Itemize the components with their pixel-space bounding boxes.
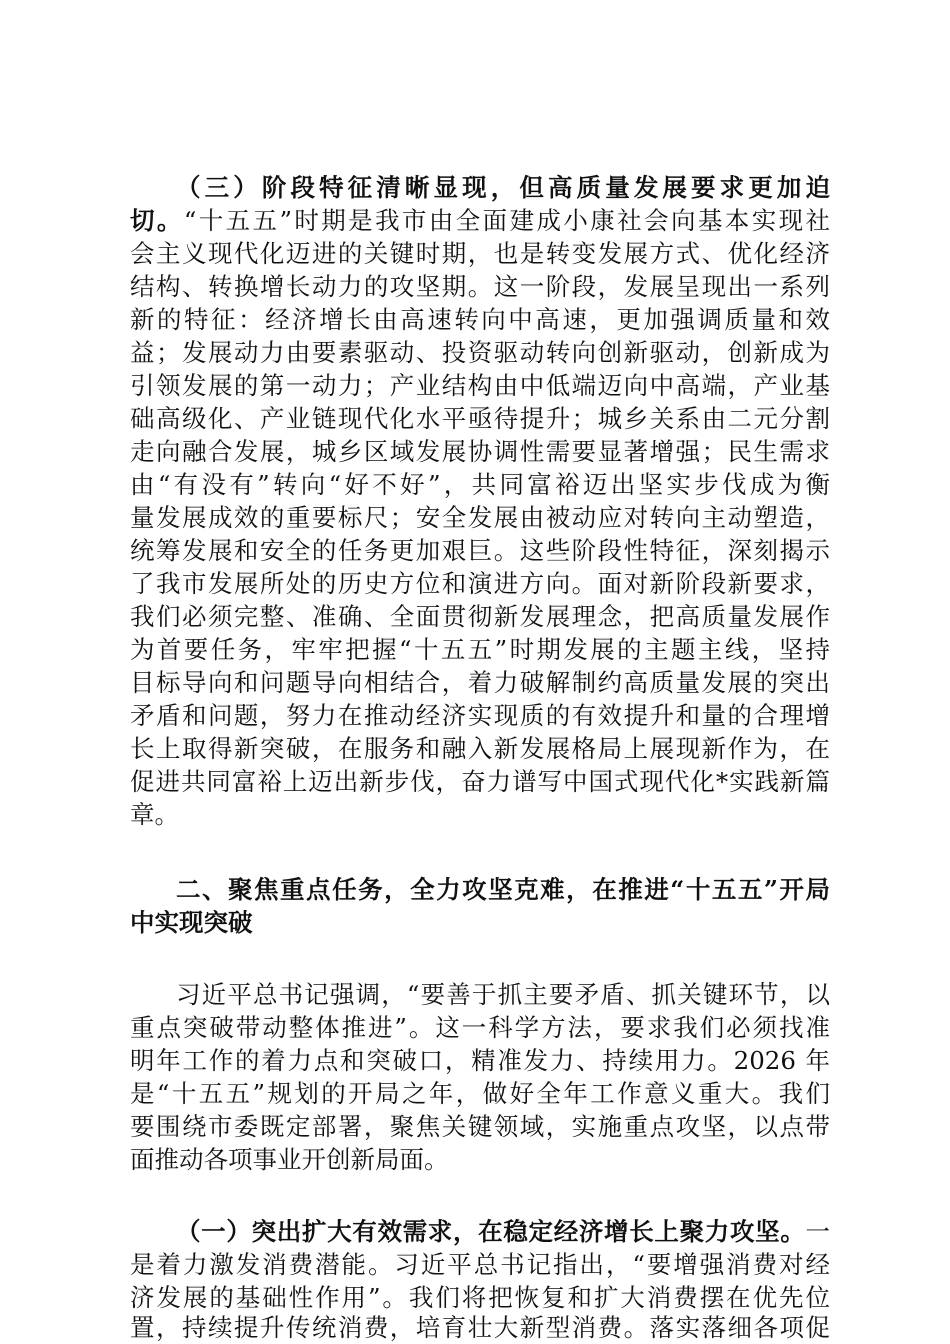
paragraph-text: 一: [805, 1217, 830, 1246]
paragraph-line: 益；发展动力由要素驱动、投资驱动转向创新驱动，创新成为: [130, 338, 830, 367]
paragraph-line: 是“十五五”规划的开局之年，做好全年工作意义重大。我们: [130, 1079, 830, 1108]
paragraph-line: 统筹发展和安全的任务更加艰巨。这些阶段性特征，深刻揭示: [130, 536, 830, 565]
paragraph-line: 了我市发展所处的历史方位和演进方向。面对新阶段新要求，: [130, 569, 830, 598]
paragraph-line: 量发展成效的重要标尺；安全发展由被动应对转向主动塑造，: [130, 503, 830, 532]
paragraph-line: 目标导向和问题导向相结合，着力破解制约高质量发展的突出: [130, 668, 830, 697]
paragraph-line: 为首要任务，牢牢把握“十五五”时期发展的主题主线，坚持: [130, 635, 830, 664]
paragraph-line: 由“有没有”转向“好不好”，共同富裕迈出坚实步伐成为衡: [130, 470, 830, 499]
paragraph-line: 置，持续提升传统消费，培育壮大新型消费。落实落细各项促: [130, 1313, 830, 1342]
paragraph-line: 础高级化、产业链现代化水平亟待提升；城乡关系由二元分割: [130, 404, 830, 433]
paragraph-line: 矛盾和问题，努力在推动经济实现质的有效提升和量的合理增: [130, 701, 830, 730]
paragraph-line: 面推动各项事业开创新局面。: [130, 1145, 449, 1174]
paragraph-line: 章。: [130, 800, 179, 829]
paragraph-line: 长上取得新突破，在服务和融入新发展格局上展现新作为，在: [130, 734, 830, 763]
paragraph-line: 我们必须完整、准确、全面贯彻新发展理念，把高质量发展作: [130, 602, 830, 631]
paragraph-line: 济发展的基础性作用”。我们将把恢复和扩大消费摆在优先位: [130, 1283, 830, 1312]
section-heading-bold: （一）突出扩大有效需求，在稳定经济增长上聚力攻坚。: [176, 1217, 806, 1246]
paragraph-line: 习近平总书记强调，“要善于抓主要矛盾、抓关键环节，以: [176, 980, 830, 1009]
chapter-heading-line-2: 中实现突破: [130, 908, 253, 937]
paragraph-line: 结构、转换增长动力的攻坚期。这一阶段，发展呈现出一系列: [130, 272, 830, 301]
paragraph-line: 引领发展的第一动力；产业结构由中低端迈向中高端，产业基: [130, 371, 830, 400]
chapter-heading-line-1: 二、聚焦重点任务，全力攻坚克难，在推进“十五五”开局: [176, 875, 830, 904]
paragraph-line: 要围绕市委既定部署，聚焦关键领域，实施重点攻坚，以点带: [130, 1112, 830, 1141]
paragraph-line: 会主义现代化迈进的关键时期，也是转变发展方式、优化经济: [130, 239, 830, 268]
section-heading-bold: （三）阶段特征清晰显现，但高质量发展要求更加迫: [176, 173, 830, 202]
paragraph-line: 重点突破带动整体推进”。这一科学方法，要求我们必须找准: [130, 1013, 830, 1042]
paragraph-line: 促进共同富裕上迈出新步伐，奋力谱写中国式现代化*实践新篇: [130, 767, 830, 796]
section-heading-bold: 切。: [130, 206, 184, 235]
paragraph-line: 明年工作的着力点和突破口，精准发力、持续用力。2026 年: [130, 1046, 830, 1075]
paragraph-text: “十五五”时期是我市由全面建成小康社会向基本实现社: [183, 206, 830, 235]
paragraph-line: 走向融合发展，城乡区域发展协调性需要显著增强；民生需求: [130, 437, 830, 466]
paragraph-line: [130, 204, 830, 237]
section-1-heading-line: [176, 1215, 830, 1248]
paragraph-line: 是着力激发消费潜能。习近平总书记指出，“要增强消费对经: [130, 1250, 830, 1279]
paragraph-line: 新的特征：经济增长由高速转向中高速，更加强调质量和效: [130, 305, 830, 334]
section-3-heading-line-1: [176, 171, 830, 204]
